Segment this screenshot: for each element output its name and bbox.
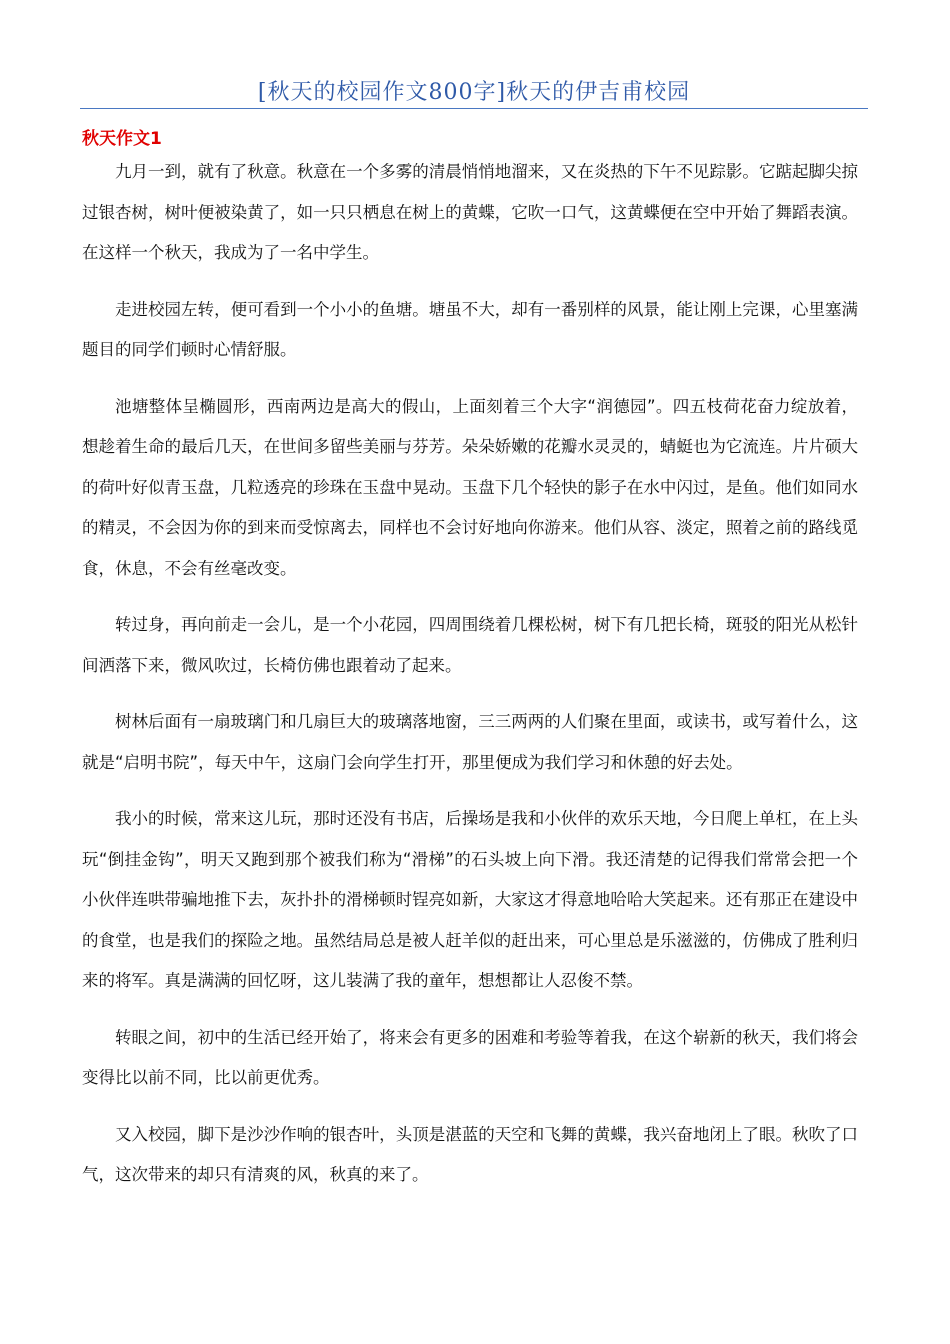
paragraph: 池塘整体呈椭圆形，西南两边是高大的假山，上面刻着三个大字“润德园”。四五枝荷花奋力绽放着，想趁着生命的最后几天，在世间多留些美丽与芬芳。朵朵娇嫩的花瓣水灵灵的，蜻蜓也为它流连。片片硕大的荷叶好似青玉盘，几粒透亮的珍珠在玉盘中晃动。玉盘下几个轻快的影子在水中闪过，是鱼。他们如同水的精灵，不会因为你的到来而受惊离去，同样也不会讨好地向你游来。他们从容、淡定，照着之前的路线觅食，休息，不会有丝毫改变。 — [82, 396, 858, 578]
paragraph: 我小的时候，常来这儿玩，那时还没有书店，后操场是我和小伙伴的欢乐天地，今日爬上单杠，在上头玩“倒挂金钩”，明天又跑到那个被我们称为“滑梯”的石头坡上向下滑。我还清楚的记得我们常常会把一个小伙伴连哄带骗地推下去，灰扑扑的滑梯顿时锃亮如新，大家这才得意地哈哈大笑起来。还有那正在建设中的食堂，也是我们的探险之地。虽然结局总是被人赶羊似的赶出来，可心里总是乐滋滋的，仿佛成了胜利归来的将军。真是满满的回忆呀，这儿装满了我的童年，想想都让人忍俊不禁。 — [82, 809, 858, 990]
paragraph: 又入校园，脚下是沙沙作响的银杏叶，头顶是湛蓝的天空和飞舞的黄蝶，我兴奋地闭上了眼。秋吹了口气，这次带来的却只有清爽的风，秋真的来了。 — [82, 1124, 858, 1184]
essay-body — [82, 152, 858, 1212]
paragraph: 转眼之间，初中的生活已经开始了，将来会有更多的困难和考验等着我，在这个崭新的秋天，我们将会变得比以前不同，比以前更优秀。 — [82, 1027, 858, 1087]
paragraph: 树林后面有一扇玻璃门和几扇巨大的玻璃落地窗，三三两两的人们聚在里面，或读书，或写着什么，这就是“启明书院”，每天中午，这扇门会向学生打开，那里便成为我们学习和休憩的好去处。 — [82, 712, 858, 772]
title-underline — [80, 108, 868, 109]
paragraph: 走进校园左转，便可看到一个小小的鱼塘。塘虽不大，却有一番别样的风景，能让刚上完课，心里塞满题目的同学们顿时心情舒服。 — [82, 299, 858, 359]
section-heading: 秋天作文1 — [82, 129, 162, 149]
document-title: [秋天的校园作文800字]秋天的伊吉甫校园 — [257, 80, 691, 105]
paragraph: 转过身，再向前走一会儿，是一个小花园，四周围绕着几棵松树，树下有几把长椅，斑驳的阳光从松针间洒落下来，微风吹过，长椅仿佛也跟着动了起来。 — [82, 615, 858, 675]
paragraph: 九月一到，就有了秋意。秋意在一个多雾的清晨悄悄地溜来，又在炎热的下午不见踪影。它踮起脚尖掠过银杏树，树叶便被染黄了，如一只只栖息在树上的黄蝶，它吹一口气，这黄蝶便在空中开始了舞蹈表演。在这样一个秋天，我成为了一名中学生。 — [82, 162, 858, 262]
